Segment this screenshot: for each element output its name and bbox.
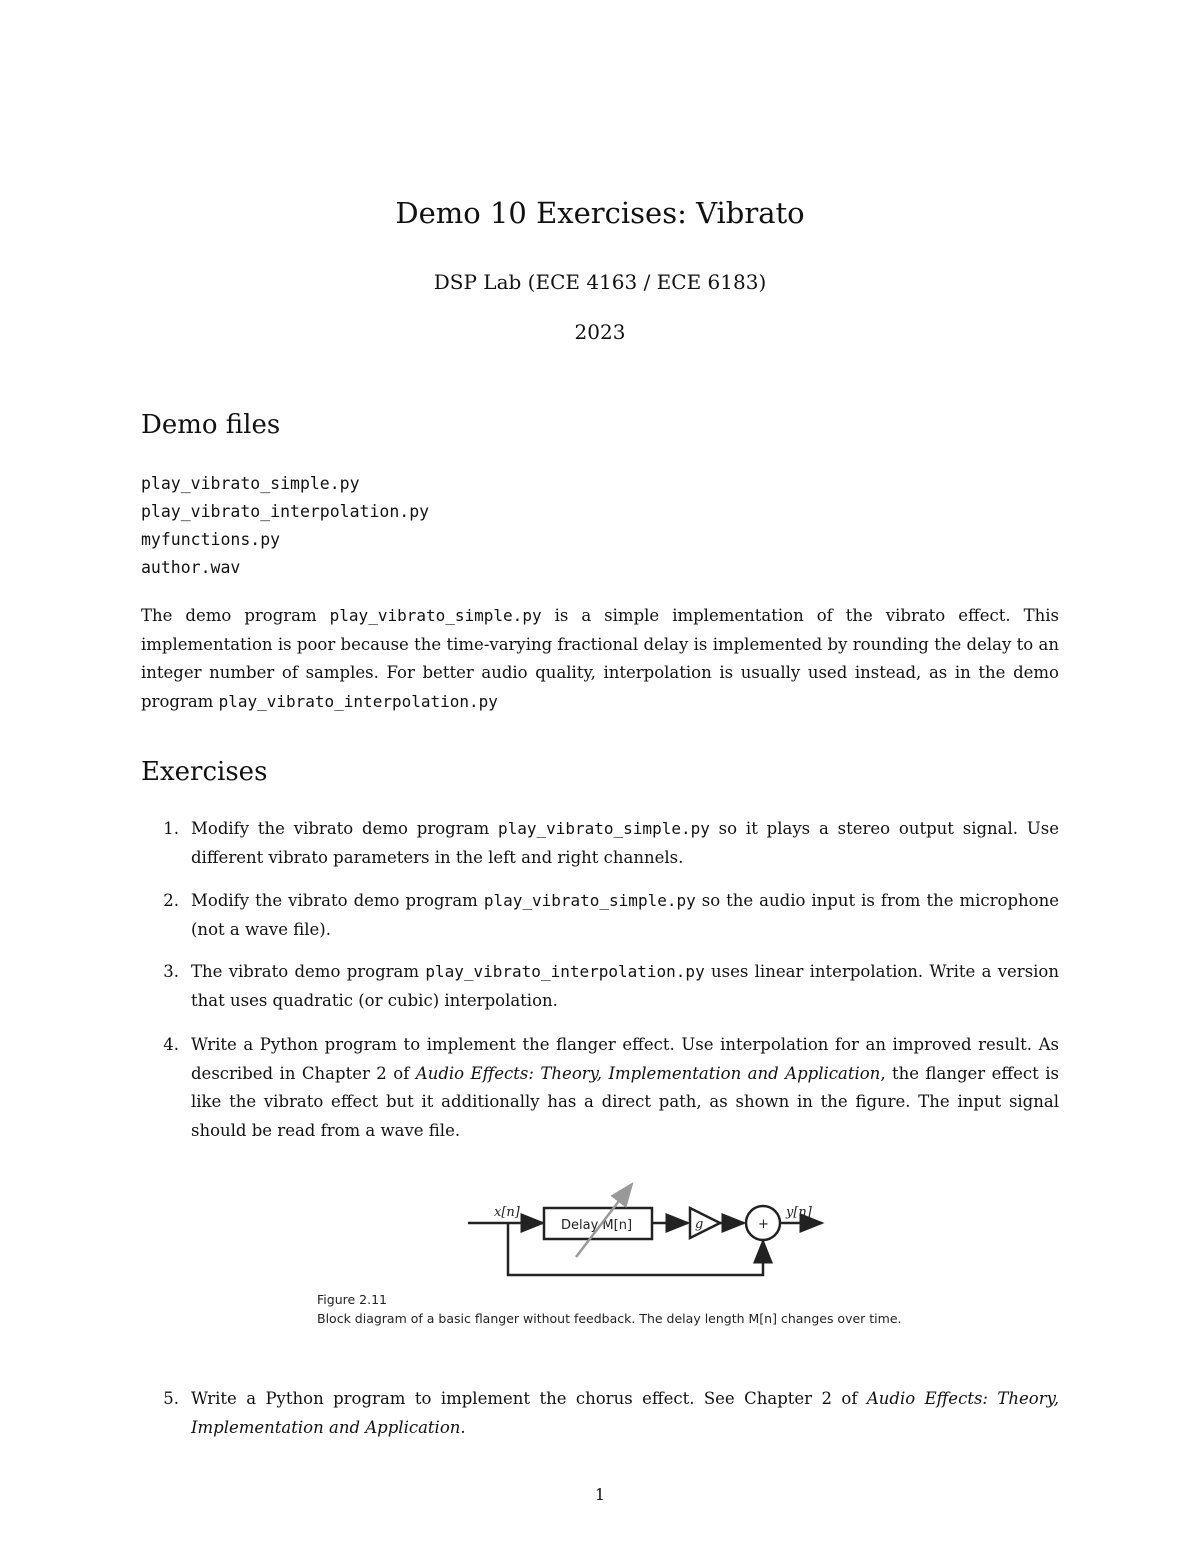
file-item: play_vibrato_interpolation.py [141,502,430,521]
demo-description: The demo program play_vibrato_simple.py is a simple implementation of the vibrato effect. This implementation is poor because the time-varying fractional delay is implemented by rounding the delay to an integer number of samples. For better audio quality, interpolation is usually used instead, as in the demo program play_vibrato_interpolation.py [141,606,1059,711]
sum-label: + [758,1217,769,1232]
exercise-item: 4. Write a Python program to implement the flanger effect. Use interpolation for an improved result. As described in Chapter 2 of Audio Effects: Theory, Implementation and Application, the flanger effect is like the vibrato effect but it additionally has a direct path, as shown in the figure. The input signal should be read from a wave file. [163,1035,1059,1140]
exercise-item: 3. The vibrato demo program play_vibrato_interpolation.py uses linear interpolation. Write a version that uses quadratic (or cubic) interpolation. [163,962,1059,1010]
page-title: Demo 10 Exercises: Vibrato [395,196,805,230]
file-item: play_vibrato_simple.py [141,474,360,493]
page-number: 1 [594,1485,606,1504]
flanger-block-diagram [466,1176,826,1281]
demo-files-heading: Demo files [141,410,281,440]
figure-caption [317,1290,902,1328]
figure-number: Figure 2.11 [317,1292,387,1307]
gain-label: g [695,1217,704,1232]
exercise-item: 2. Modify the vibrato demo program play_vibrato_simple.py so the audio input is from the microphone (not a wave file). [163,891,1059,939]
exercise-item: 5. Write a Python program to implement the chorus effect. See Chapter 2 of Audio Effects: Theory, Implementation and Application. [163,1389,1059,1437]
year: 2023 [574,320,626,344]
book-title: Audio Effects: Theory, Implementation and Application [191,1389,1059,1437]
book-title: Audio Effects: Theory, Implementation and Application [415,1063,881,1083]
exercise-item: 1. Modify the vibrato demo program play_vibrato_simple.py so it plays a stereo output signal. Use different vibrato parameters in the left and right channels. [163,819,1059,867]
figure-caption-text: Block diagram of a basic flanger without feedback. The delay length M[n] changes over time. [317,1311,902,1326]
file-list [141,470,429,582]
delay-label: Delay M[n] [561,1218,633,1233]
exercises-heading: Exercises [141,757,268,787]
output-label: y[n] [786,1205,812,1220]
code-filename: play_vibrato_interpolation.py [218,691,498,711]
file-item: myfunctions.py [141,530,281,549]
input-label: x[n] [494,1205,520,1220]
file-item: author.wav [141,558,241,577]
code-filename: play_vibrato_simple.py [329,606,542,625]
course-subtitle: DSP Lab (ECE 4163 / ECE 6183) [433,270,767,294]
